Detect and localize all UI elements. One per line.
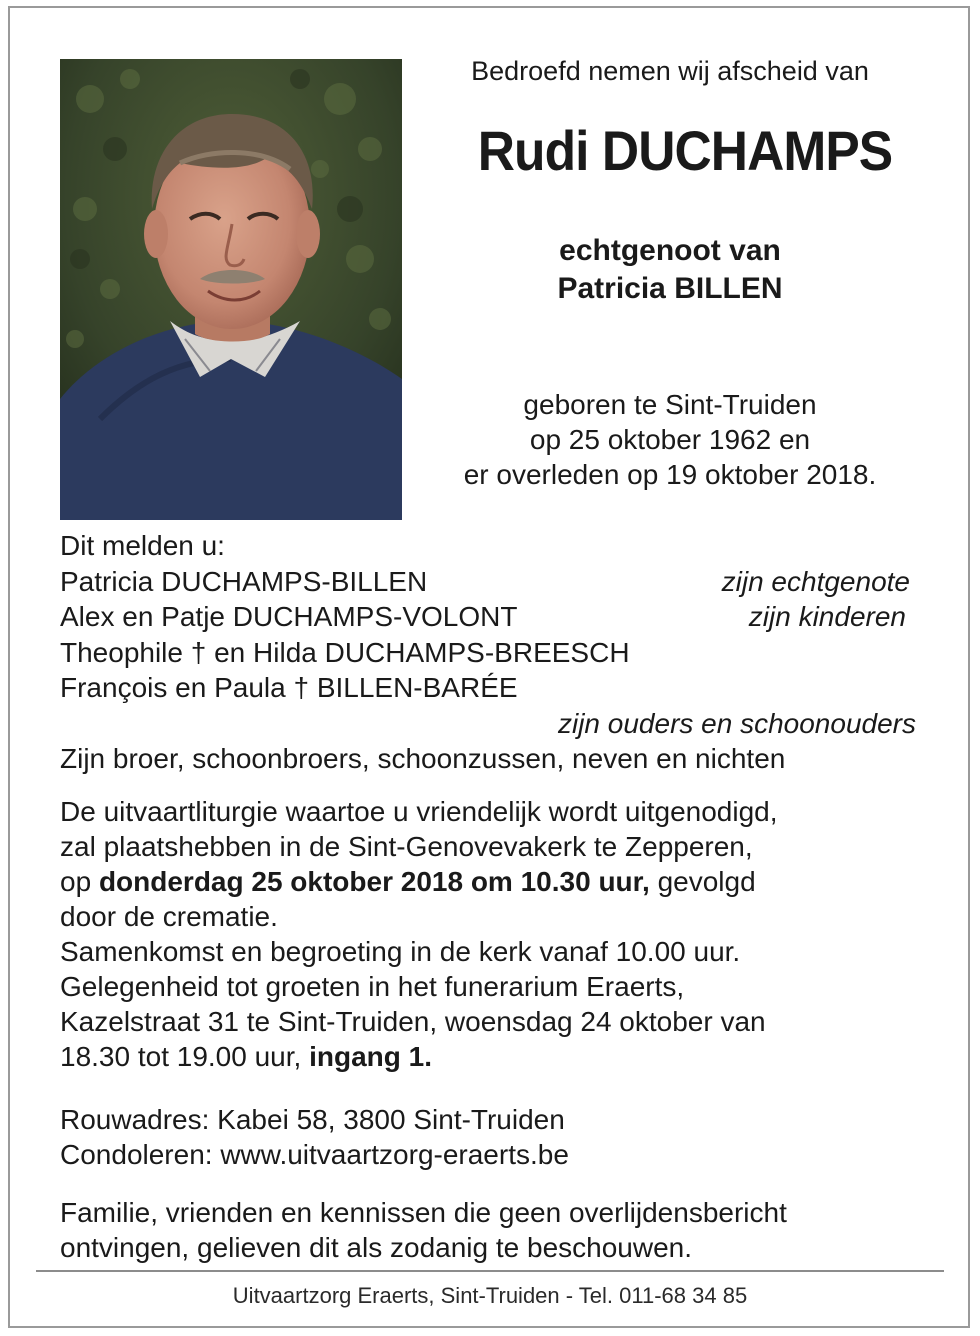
spouse-block [420,232,920,308]
deceased-name: Rudi DUCHAMPS [477,119,893,182]
ceremony-line: door de crematie. [60,901,278,932]
mourner-row [60,564,920,600]
ceremony-text: 18.30 tot 19.00 uur, [60,1041,310,1072]
mourners-list [60,528,920,777]
mourner-row [60,670,920,706]
spouse-name: Patricia BILLEN [557,272,783,305]
ceremony-line: De uitvaartliturgie waartoe u vriendelijk wordt uitgenodigd, [60,796,778,827]
ceremony-line: Kazelstraat 31 te Sint-Truiden, woensdag 24 oktober van [60,1006,766,1037]
ceremony-line: Gelegenheid tot groeten in het funerarium Eraerts, [60,971,685,1002]
ceremony-line: Samenkomst en begroeting in de kerk vanaf 10.00 uur. [60,936,741,967]
notice-paragraph [60,1195,940,1265]
extended-family: Zijn broer, schoonbroers, schoonzussen, neven en nichten [60,743,786,774]
ceremony-text: gevolgd [649,866,756,897]
ceremony-paragraph [60,794,940,1074]
notice-line: Familie, vrienden en kennissen die geen overlijdensbericht [60,1197,787,1228]
footer-divider [36,1270,944,1272]
birth-date: op 25 oktober 1962 en [529,424,811,455]
mourner-name: Alex en Patje DUCHAMPS-VOLONT [60,601,518,632]
birth-place: geboren te Sint-Truiden [523,389,817,420]
mourner-name: Theophile † en Hilda DUCHAMPS-BREESCH [60,636,630,668]
notice-line: ontvingen, gelieven dit als zodanig te beschouwen. [60,1232,692,1263]
entrance-label: ingang 1. [309,1041,432,1072]
mourner-name: François en Paula † BILLEN-BARÉE [60,672,518,703]
ceremony-line: zal plaatshebben in de Sint-Genovevakerk te Zepperen, [60,831,753,862]
spouse-relation: echtgenoot van [559,234,781,267]
ceremony-datetime: donderdag 25 oktober 2018 om 10.30 uur, [98,866,650,897]
mourner-row [60,599,920,635]
ceremony-date-line [60,864,940,899]
ceremony-line [60,1039,940,1074]
mourner-name: Patricia DUCHAMPS-BILLEN [60,565,428,597]
birth-death-block [420,387,920,492]
mourner-relation: zijn echtgenote [721,565,910,597]
portrait-photo [60,59,402,520]
mourner-relation: zijn ouders en schoonouders [557,707,916,739]
mourning-address: Rouwadres: Kabei 58, 3800 Sint-Truiden [60,1104,565,1135]
mourner-row [60,635,920,671]
mourner-relation: zijn kinderen [748,601,906,632]
intro-text: Bedroefd nemen wij afscheid van [471,56,869,86]
condolence-website: Condoleren: www.uitvaartzorg-eraerts.be [60,1139,569,1170]
mourners-heading: Dit melden u: [60,530,225,561]
contact-paragraph [60,1102,940,1172]
ceremony-text: op [60,866,99,897]
footer-text: Uitvaartzorg Eraerts, Sint-Truiden - Tel. 011-68 34 85 [232,1283,748,1308]
death-date: er overleden op 19 oktober 2018. [463,459,877,490]
mourner-row [60,706,920,742]
